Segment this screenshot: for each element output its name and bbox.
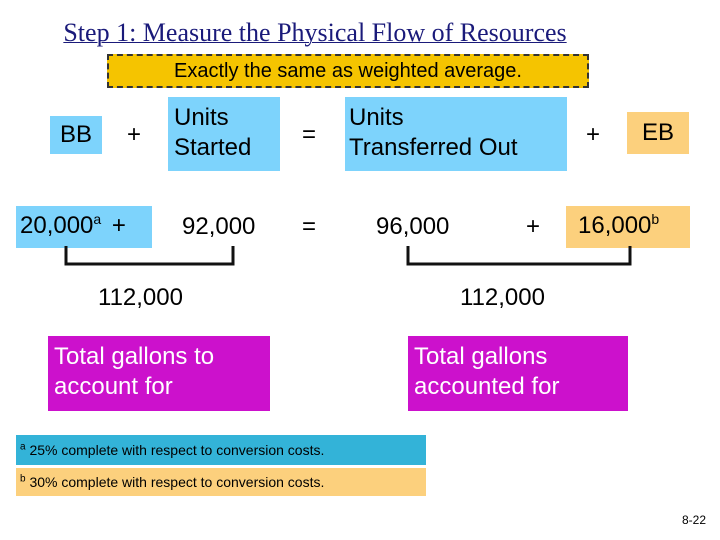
right-bracket xyxy=(408,246,630,264)
bb-label: BB xyxy=(50,116,102,154)
slide-title: Step 1: Measure the Physical Flow of Resources xyxy=(63,18,567,47)
subtitle-banner: Exactly the same as weighted average. xyxy=(107,54,589,88)
eb-footnote-mark: b xyxy=(651,211,660,227)
eb-label: EB xyxy=(627,112,689,154)
bb-footnote-mark: a xyxy=(93,211,102,227)
equals-sign: = xyxy=(302,213,317,240)
footnote-b-mark: b xyxy=(20,473,26,485)
units-transferred-value: 96,000 xyxy=(376,213,450,240)
total-accounted-for-box: Total gallons accounted for xyxy=(408,336,628,411)
plus-sign: + xyxy=(111,212,126,239)
units-started-line1: Units xyxy=(174,104,229,131)
eb-value-number: 16,000 xyxy=(578,212,652,239)
footnote-a xyxy=(16,435,426,465)
units-started-line2: Started xyxy=(174,134,252,161)
plus-sign: + xyxy=(526,213,541,240)
plus-sign: + xyxy=(586,121,601,148)
total-to-account-for-box: Total gallons to account for xyxy=(48,336,270,411)
units-transferred-line1: Units xyxy=(349,104,404,131)
left-total: 112,000 xyxy=(98,284,183,311)
bb-value-number: 20,000 xyxy=(20,212,94,239)
equals-sign: = xyxy=(302,121,317,148)
footnote-a-text: 25% complete with respect to conversion costs. xyxy=(25,442,325,458)
units-started-value: 92,000 xyxy=(182,213,256,240)
footnote-a-mark: a xyxy=(20,441,26,453)
plus-sign: + xyxy=(127,121,142,148)
right-total: 112,000 xyxy=(460,284,545,311)
footnote-b-text: 30% complete with respect to conversion costs. xyxy=(25,474,325,490)
footnote-b xyxy=(16,468,426,496)
left-bracket xyxy=(66,246,233,264)
units-transferred-line2: Transferred Out xyxy=(349,134,518,161)
page-number: 8-22 xyxy=(681,513,706,527)
